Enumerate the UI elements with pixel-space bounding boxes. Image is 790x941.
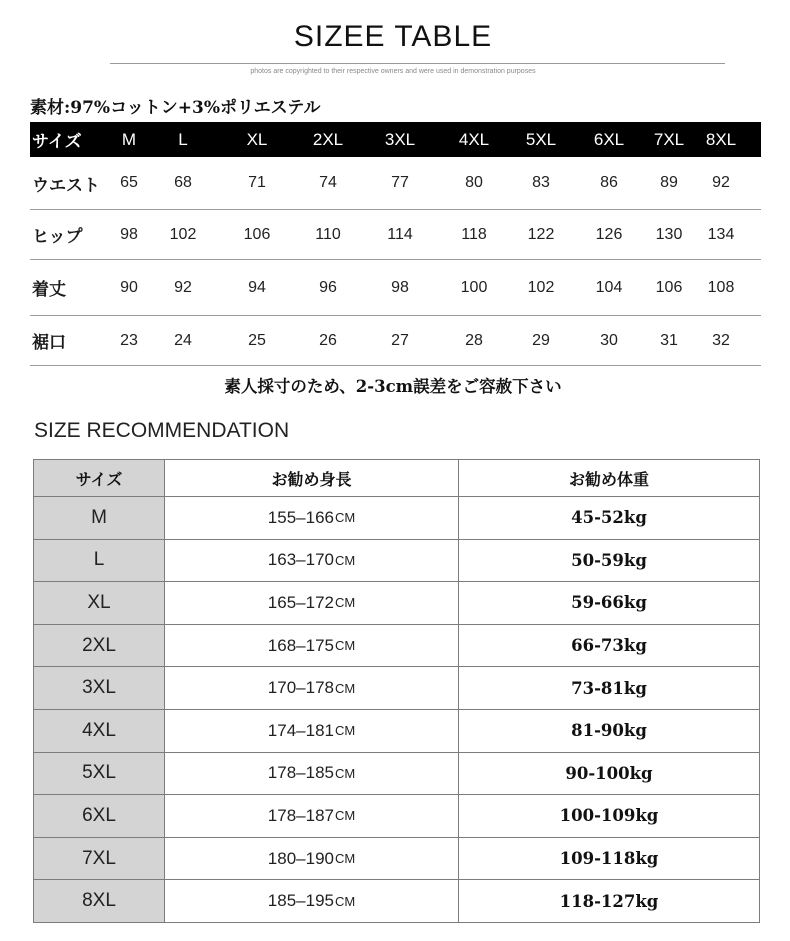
height-value: 170–178 xyxy=(267,678,334,698)
table-row xyxy=(33,539,761,582)
size-header-cell: 2XL xyxy=(312,129,344,149)
rec-height xyxy=(164,624,459,668)
height-unit: CM xyxy=(334,851,356,867)
table-row xyxy=(33,666,761,709)
size-header-cell: 6XL xyxy=(593,129,625,149)
height-unit: CM xyxy=(334,723,356,739)
height-value: 155–166 xyxy=(267,507,334,527)
material-info: 素材:97%コットン+3%ポリエステル xyxy=(30,98,321,118)
rec-height xyxy=(164,666,459,710)
rec-height xyxy=(164,709,459,753)
size-value: 71 xyxy=(248,174,266,191)
size-header-cell: 8XL xyxy=(705,129,737,149)
table-row xyxy=(33,752,761,795)
row-label: 着丈 xyxy=(32,280,66,300)
recommendation-title: SIZE RECOMMENDATION xyxy=(34,419,290,442)
height-unit: CM xyxy=(334,552,356,568)
size-value: 114 xyxy=(387,225,413,243)
header-height: お勧め身長 xyxy=(164,459,459,497)
measurement-note: 素人採寸のため、2-3cm誤差をご容赦下さい xyxy=(224,377,562,396)
table-row xyxy=(33,496,761,539)
rec-size: L xyxy=(33,539,165,583)
size-header-cell: 3XL xyxy=(384,129,416,149)
size-value: 130 xyxy=(655,225,683,243)
size-value: 96 xyxy=(319,278,337,296)
size-value: 25 xyxy=(248,331,266,349)
size-value: 24 xyxy=(174,331,192,349)
title-divider xyxy=(110,63,725,64)
recommendation-table xyxy=(33,459,761,922)
table-row xyxy=(33,794,761,837)
rec-weight: 81-90kg xyxy=(458,709,760,753)
size-value: 23 xyxy=(120,331,138,349)
size-header-cell: 5XL xyxy=(525,129,557,149)
rec-weight: 118-127kg xyxy=(458,879,760,923)
rec-weight: 109-118kg xyxy=(458,837,760,881)
table-row xyxy=(33,837,761,880)
height-value: 163–170 xyxy=(267,550,334,570)
table-row xyxy=(33,709,761,752)
size-row-waist xyxy=(30,157,761,210)
rec-size: 7XL xyxy=(33,837,165,881)
size-value: 98 xyxy=(120,225,138,243)
size-value: 32 xyxy=(712,331,730,349)
recommendation-header-row xyxy=(33,459,761,496)
size-value: 106 xyxy=(655,278,683,296)
size-value: 83 xyxy=(532,174,550,191)
size-value: 68 xyxy=(174,174,192,191)
height-value: 178–185 xyxy=(267,763,334,783)
height-unit: CM xyxy=(334,765,356,781)
size-header-cell: 4XL xyxy=(458,129,490,149)
size-table-header xyxy=(30,122,761,157)
size-value: 27 xyxy=(391,331,409,349)
rec-weight: 90-100kg xyxy=(458,752,760,796)
table-row xyxy=(33,581,761,624)
size-value: 92 xyxy=(174,278,192,296)
row-label: ウエスト xyxy=(32,175,100,196)
rec-weight: 45-52kg xyxy=(458,496,760,540)
rec-size: 4XL xyxy=(33,709,165,753)
size-value: 89 xyxy=(660,174,678,191)
rec-height xyxy=(164,794,459,838)
height-value: 165–172 xyxy=(267,592,334,612)
size-value: 31 xyxy=(660,331,678,349)
size-header-cell: L xyxy=(178,129,188,149)
rec-size: 5XL xyxy=(33,752,165,796)
rec-weight: 100-109kg xyxy=(458,794,760,838)
row-label: 裾口 xyxy=(32,333,66,353)
height-unit: CM xyxy=(334,893,356,909)
size-value: 92 xyxy=(712,174,730,191)
size-value: 94 xyxy=(248,278,266,296)
rec-weight: 59-66kg xyxy=(458,581,760,625)
rec-height xyxy=(164,837,459,881)
rec-size: 8XL xyxy=(33,879,165,923)
height-unit: CM xyxy=(334,510,356,526)
size-header-label: サイズ xyxy=(32,132,82,152)
size-value: 74 xyxy=(319,174,337,191)
size-value: 126 xyxy=(595,225,623,243)
rec-height xyxy=(164,879,459,923)
size-value: 122 xyxy=(527,225,555,243)
size-value: 100 xyxy=(460,278,488,296)
table-row xyxy=(33,879,761,922)
rec-weight: 50-59kg xyxy=(458,539,760,583)
rec-height xyxy=(164,496,459,540)
rec-size: 6XL xyxy=(33,794,165,838)
size-value: 86 xyxy=(600,174,618,191)
size-value: 118 xyxy=(461,225,487,243)
row-label: ヒップ xyxy=(32,227,83,247)
header-size: サイズ xyxy=(33,459,165,497)
size-value: 108 xyxy=(707,278,735,296)
height-value: 174–181 xyxy=(267,720,334,740)
size-header-cell: M xyxy=(121,129,137,149)
size-value: 104 xyxy=(595,278,623,296)
rec-size: XL xyxy=(33,581,165,625)
size-table xyxy=(30,122,761,366)
size-value: 106 xyxy=(243,225,271,243)
size-value: 134 xyxy=(707,225,735,243)
size-value: 26 xyxy=(319,331,337,349)
size-value: 98 xyxy=(391,278,409,296)
rec-weight: 73-81kg xyxy=(458,666,760,710)
size-value: 77 xyxy=(391,174,409,191)
size-header-cell: 7XL xyxy=(653,129,685,149)
rec-weight: 66-73kg xyxy=(458,624,760,668)
rec-height xyxy=(164,539,459,583)
size-value: 80 xyxy=(465,174,483,191)
rec-size: M xyxy=(33,496,165,540)
size-header-cell: XL xyxy=(246,129,268,149)
size-row-length xyxy=(30,260,761,316)
size-value: 29 xyxy=(532,331,550,349)
size-value: 30 xyxy=(600,331,618,349)
size-value: 110 xyxy=(315,225,341,243)
rec-height xyxy=(164,752,459,796)
rec-height xyxy=(164,581,459,625)
height-value: 185–195 xyxy=(267,891,334,911)
height-value: 180–190 xyxy=(267,848,334,868)
height-unit: CM xyxy=(334,595,356,611)
copyright-notice: photos are copyrighted to their respective owners and were used in demonstration purposes xyxy=(250,68,536,75)
size-value: 90 xyxy=(120,278,138,296)
size-row-hip xyxy=(30,210,761,260)
table-row xyxy=(33,624,761,667)
height-unit: CM xyxy=(334,680,356,696)
header-weight: お勧め体重 xyxy=(458,459,760,497)
size-value: 65 xyxy=(120,174,138,191)
height-value: 178–187 xyxy=(267,805,334,825)
rec-size: 3XL xyxy=(33,666,165,710)
rec-size: 2XL xyxy=(33,624,165,668)
height-unit: CM xyxy=(334,638,356,654)
size-value: 102 xyxy=(527,278,555,296)
size-value: 102 xyxy=(169,225,197,243)
size-value: 28 xyxy=(465,331,483,349)
page-title: SIZEE TABLE xyxy=(293,20,493,53)
height-value: 168–175 xyxy=(267,635,334,655)
size-row-hem xyxy=(30,316,761,366)
height-unit: CM xyxy=(334,808,356,824)
